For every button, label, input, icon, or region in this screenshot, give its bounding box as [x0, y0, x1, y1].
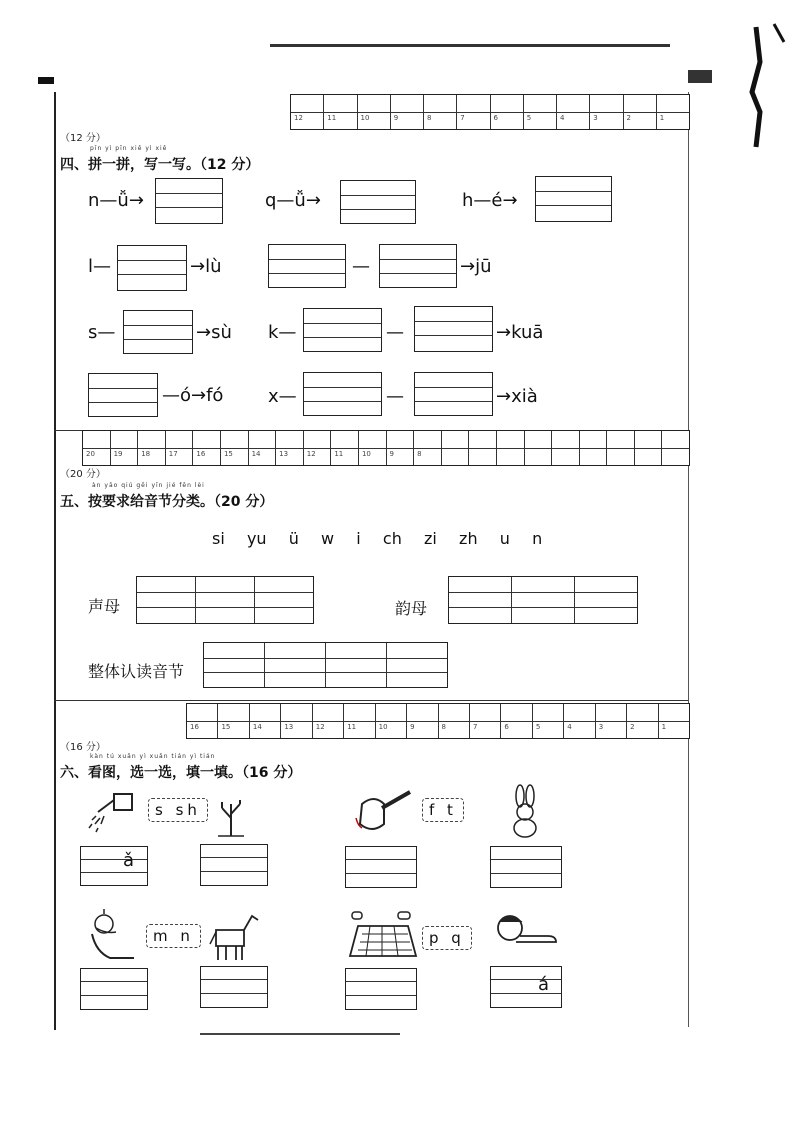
score-scale-six	[186, 703, 690, 739]
answer-box-8[interactable]	[490, 966, 562, 1008]
score-cell	[606, 431, 634, 465]
label-initials: 声母	[88, 597, 121, 616]
score-cell-number: 1	[661, 723, 667, 731]
score-cell-number: 16	[196, 450, 206, 458]
section-title-five	[60, 482, 274, 511]
score-cell	[656, 95, 689, 129]
write-box-1[interactable]	[155, 178, 223, 224]
section-ruby-six: kàn tú xuǎn yì xuǎn tián yì tián	[90, 753, 216, 760]
score-cell	[357, 95, 390, 129]
score-cell-number: 15	[221, 723, 231, 731]
pinyin-su: →sù	[196, 322, 232, 343]
score-cell-number: 16	[190, 723, 199, 731]
score-cell-number: 6	[504, 723, 509, 731]
score-cell	[165, 431, 193, 465]
score-cell-number: 12	[306, 450, 316, 458]
dash-row2: —	[352, 256, 370, 277]
score-cell	[623, 95, 656, 129]
score-scale-four	[290, 94, 690, 130]
score-cell	[423, 95, 456, 129]
corner-mark-right	[688, 70, 712, 83]
score-cell	[375, 704, 406, 738]
section-title-six-text: 六、看图，选一选，填一填。（16 分）	[60, 765, 302, 781]
pinyin-h-e: h—é→	[462, 190, 518, 211]
score-cell	[490, 95, 523, 129]
score-cell	[291, 95, 323, 129]
axe-icon	[352, 786, 414, 842]
section-ruby-five: àn yāo qiú gěi yīn jié fēn lèi	[92, 482, 205, 489]
score-cell	[187, 704, 217, 738]
score-cell-number: 17	[168, 450, 178, 458]
frame-left	[54, 92, 56, 1030]
score-cell-number: 9	[393, 114, 399, 122]
scan-mark	[748, 22, 762, 142]
initials-grid[interactable]	[136, 576, 314, 624]
pinyin-l: l—	[88, 256, 112, 277]
score-cell-number: 9	[389, 450, 394, 458]
score-cell-number: 3	[598, 723, 604, 731]
choice-s-sh[interactable]: s sh	[148, 798, 208, 822]
score-cell-number: 14	[252, 723, 262, 731]
write-box-4[interactable]	[117, 245, 187, 291]
crawling-boy-icon	[494, 912, 560, 956]
horse-icon	[206, 906, 262, 968]
finals-grid[interactable]	[448, 576, 638, 624]
score-cell-number: 1	[659, 114, 665, 122]
score-cell	[220, 431, 248, 465]
score-cell-number: 7	[472, 723, 478, 731]
section-title-four	[60, 145, 260, 174]
score-cell	[595, 704, 626, 738]
score-cell	[438, 704, 469, 738]
score-cell	[468, 431, 496, 465]
frame-right	[688, 92, 689, 1027]
score-cell	[441, 431, 469, 465]
score-cell	[249, 704, 280, 738]
score-cell	[323, 95, 356, 129]
score-cell	[496, 431, 524, 465]
score-cell-number: 10	[360, 114, 370, 122]
syllable-list: si yu ü w i ch zi zh u n	[212, 529, 543, 548]
pinyin-xia: →xià	[496, 386, 538, 407]
score-cell-number: 19	[113, 450, 123, 458]
hint-a-third-tone: ǎ	[123, 850, 135, 871]
score-cell	[312, 704, 343, 738]
choice-f-t[interactable]: f t	[422, 798, 464, 822]
answer-box-2[interactable]	[200, 844, 268, 886]
answer-box-5[interactable]	[80, 968, 148, 1010]
rabbit-icon	[508, 784, 544, 844]
write-box-10[interactable]	[88, 373, 158, 417]
score-cell	[358, 431, 386, 465]
score-cell-number: 5	[535, 723, 541, 731]
write-box-6[interactable]	[379, 244, 457, 288]
corner-mark-left	[38, 77, 54, 84]
answer-box-6[interactable]	[200, 966, 268, 1008]
answer-box-3[interactable]	[345, 846, 417, 888]
answer-box-4[interactable]	[490, 846, 562, 888]
score-cell	[137, 431, 165, 465]
score-cell	[248, 431, 276, 465]
score-cell	[500, 704, 531, 738]
score-cell	[551, 431, 579, 465]
score-cell-number: 2	[626, 114, 631, 122]
score-cell-number: 6	[493, 114, 498, 122]
score-cell-number: 5	[526, 114, 532, 122]
score-cell-number: 12	[294, 114, 303, 122]
top-rule	[270, 44, 670, 47]
score-cell	[532, 704, 563, 738]
pinyin-q-u: q—ǚ→	[265, 190, 321, 211]
score-cell-number: 8	[417, 450, 422, 458]
score-cell	[83, 431, 110, 465]
write-box-7[interactable]	[123, 310, 193, 354]
section-title-four-text: 四、拼一拼，写一写。（12 分）	[60, 157, 260, 173]
pinyin-fo: —ó→fó	[162, 385, 224, 406]
score-cell-number: 18	[141, 450, 151, 458]
whole-syllables-grid[interactable]	[203, 642, 448, 688]
score-cell-number: 11	[327, 114, 337, 122]
score-cell-number: 12	[315, 723, 325, 731]
label-finals: 韵母	[395, 599, 428, 618]
score-scale-five	[82, 430, 690, 466]
score-cell	[469, 704, 500, 738]
watering-can-icon	[86, 786, 144, 840]
pinyin-x: x—	[268, 386, 297, 407]
score-cell	[661, 431, 689, 465]
score-cell	[579, 431, 607, 465]
score-cell	[658, 704, 689, 738]
score-cell	[303, 431, 331, 465]
choice-p-q[interactable]: p q	[422, 926, 472, 950]
score-cell	[634, 431, 662, 465]
write-box-12[interactable]	[414, 372, 493, 416]
score-label-four: （12 分）	[60, 133, 106, 144]
score-cell-number: 8	[441, 723, 446, 731]
write-box-9[interactable]	[414, 306, 493, 352]
score-cell	[589, 95, 622, 129]
score-cell	[563, 704, 594, 738]
score-cell-number: 3	[593, 114, 598, 122]
score-label-five: （20 分）	[60, 469, 106, 480]
label-whole-syllables: 整体认读音节	[88, 662, 185, 681]
score-cell	[556, 95, 589, 129]
divider-2	[54, 700, 688, 701]
bottom-rule	[200, 1033, 400, 1035]
answer-box-7[interactable]	[345, 968, 417, 1010]
score-cell-number: 9	[410, 723, 415, 731]
score-cell	[386, 431, 414, 465]
write-box-5[interactable]	[268, 244, 346, 288]
write-box-2[interactable]	[340, 180, 416, 224]
hint-a-second-tone: á	[538, 974, 550, 995]
score-cell	[217, 704, 248, 738]
dash-row4: —	[386, 386, 404, 407]
write-box-11[interactable]	[303, 372, 382, 416]
section-title-five-text: 五、按要求给音节分类。（20 分）	[60, 494, 274, 510]
score-cell-number: 8	[427, 114, 432, 122]
score-cell	[343, 704, 374, 738]
answer-box-1[interactable]	[80, 846, 148, 886]
score-cell	[192, 431, 220, 465]
score-cell	[406, 704, 437, 738]
score-label-six: （16 分）	[60, 742, 106, 753]
score-cell	[456, 95, 489, 129]
score-cell	[330, 431, 358, 465]
write-box-8[interactable]	[303, 308, 382, 352]
pinyin-lu: →lù	[190, 256, 222, 277]
score-cell-number: 11	[347, 723, 357, 731]
score-cell	[280, 704, 311, 738]
pinyin-k: k—	[268, 322, 297, 343]
pinyin-n-u: n—ǚ→	[88, 190, 144, 211]
score-cell	[626, 704, 657, 738]
score-cell-number: 2	[630, 723, 635, 731]
score-cell-number: 10	[361, 450, 371, 458]
score-cell-number: 7	[460, 114, 465, 122]
score-cell	[523, 95, 556, 129]
score-cell	[524, 431, 552, 465]
dash-row3: —	[386, 322, 404, 343]
pinyin-kua: →kuā	[496, 322, 544, 343]
score-cell-number: 20	[86, 450, 95, 458]
pinyin-ju: →jū	[460, 256, 492, 277]
score-cell-number: 10	[378, 723, 388, 731]
score-cell	[110, 431, 138, 465]
score-cell-number: 4	[567, 723, 572, 731]
score-cell-number: 13	[284, 723, 294, 731]
section-title-six	[60, 753, 302, 782]
tree-icon	[214, 798, 248, 842]
score-cell-number: 4	[560, 114, 565, 122]
score-cell-number: 13	[279, 450, 289, 458]
pinyin-s: s—	[88, 322, 116, 343]
section-ruby-four: pīn yì pīn xiě yì xiě	[90, 145, 168, 152]
choice-m-n[interactable]: m n	[146, 924, 201, 948]
score-cell	[275, 431, 303, 465]
write-box-3[interactable]	[535, 176, 612, 222]
score-cell-number: 15	[223, 450, 233, 458]
score-cell	[413, 431, 441, 465]
score-cell-number: 14	[251, 450, 261, 458]
chessboard-icon	[348, 910, 420, 966]
hand-apple-icon	[82, 906, 138, 968]
score-cell	[390, 95, 423, 129]
score-cell-number: 11	[334, 450, 344, 458]
